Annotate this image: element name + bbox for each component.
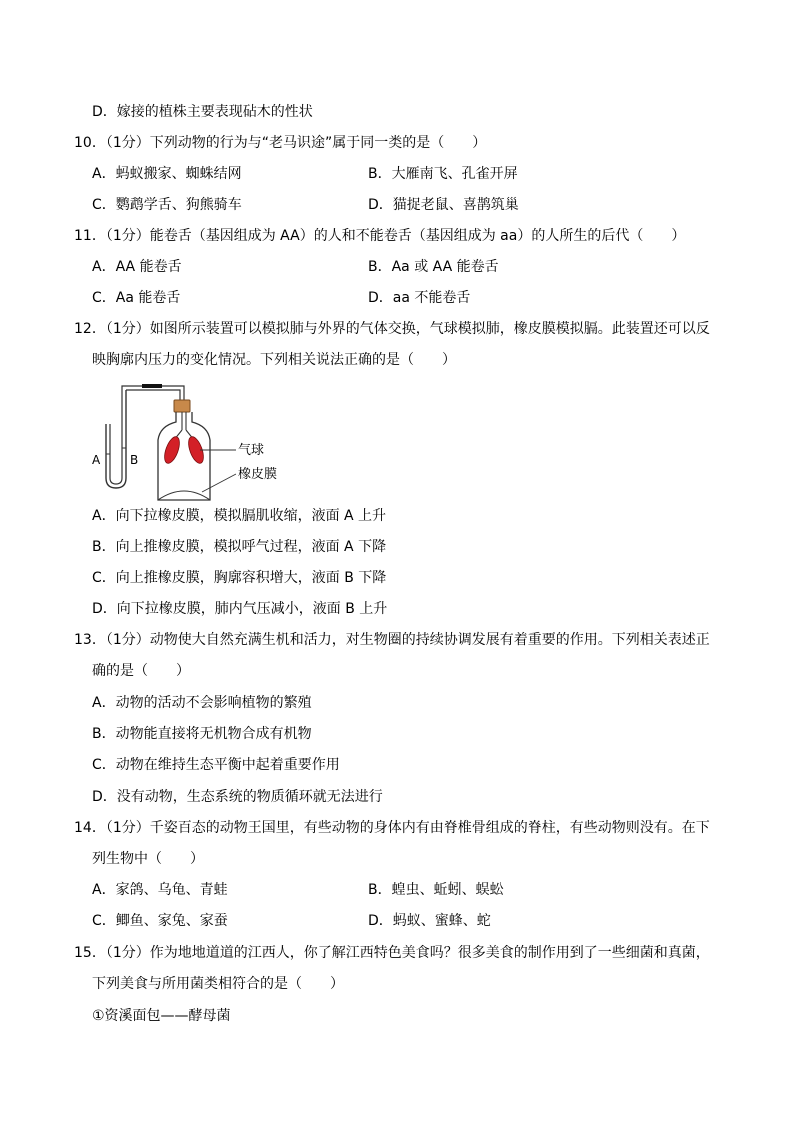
q11-option-d: D．aa 不能卷舌 xyxy=(368,290,471,306)
q12-option-c: C．向上推橡皮膜，胸廓容积增大，液面 B 下降 xyxy=(92,570,387,586)
connecting-tube xyxy=(122,386,184,400)
q11-option-c: C．Aa 能卷舌 xyxy=(92,290,181,306)
q12-stem-line1: 12．（1分）如图所示装置可以模拟肺与外界的气体交换，气球模拟肺，橡皮膜模拟膈。此装置还可以反 xyxy=(74,321,710,337)
q10-option-a: A．蚂蚁搬家、蜘蛛结网 xyxy=(92,166,242,182)
q14-stem-line1: 14．（1分）千姿百态的动物王国里，有些动物的身体内有由脊椎骨组成的脊柱，有些动物则没有。在下 xyxy=(74,820,710,836)
q14-option-b: B．蝗虫、蚯蚓、蜈蚣 xyxy=(368,882,504,898)
q15-stem-line2: 下列美食与所用菌类相符合的是（ ） xyxy=(92,976,344,992)
q9-option-d: D．嫁接的植株主要表现砧木的性状 xyxy=(92,104,313,120)
q10-option-d: D．猫捉老鼠、喜鹊筑巢 xyxy=(368,197,519,213)
q14-option-d: D．蚂蚁、蜜蜂、蛇 xyxy=(368,913,491,929)
label-a: A xyxy=(92,453,101,467)
q15-item-1: ①资溪面包——酵母菌 xyxy=(92,1008,231,1024)
q12-option-d: D．向下拉橡皮膜，肺内气压减小，液面 B 上升 xyxy=(92,601,388,617)
q13-option-a: A．动物的活动不会影响植物的繁殖 xyxy=(92,695,312,711)
membrane-pointer xyxy=(202,474,236,492)
label-b: B xyxy=(130,453,139,467)
lung-model-figure xyxy=(90,378,290,508)
q11-stem: 11．（1分）能卷舌（基因组成为 AA）的人和不能卷舌（基因组成为 aa）的人所生的后代（ ） xyxy=(74,228,686,244)
trachea xyxy=(174,412,194,440)
label-balloon: 气球 xyxy=(238,443,265,458)
q11-option-b: B．Aa 或 AA 能卷舌 xyxy=(368,259,499,275)
q13-option-b: B．动物能直接将无机物合成有机物 xyxy=(92,726,312,742)
q13-option-c: C．动物在维持生态平衡中起着重要作用 xyxy=(92,757,340,773)
u-tube-outer xyxy=(106,390,126,488)
q14-option-a: A．家鸽、乌龟、青蛙 xyxy=(92,882,228,898)
q14-option-c: C．鲫鱼、家兔、家蚕 xyxy=(92,913,228,929)
q15-stem-line1: 15．（1分）作为地地道道的江西人，你了解江西特色美食吗？很多美食的制作用到了一些细菌和真菌， xyxy=(74,945,710,961)
q12-option-a: A．向下拉橡皮膜，模拟膈肌收缩，液面 A 上升 xyxy=(92,508,387,524)
q12-option-b: B．向上推橡皮膜，模拟呼气过程，液面 A 下降 xyxy=(92,539,387,555)
balloon-left xyxy=(162,435,183,465)
q13-stem-line2: 确的是（ ） xyxy=(92,663,190,679)
q12-stem-line2: 映胸廓内压力的变化情况。下列相关说法正确的是（ ） xyxy=(92,352,456,368)
stopper xyxy=(174,400,190,412)
label-membrane: 橡皮膜 xyxy=(238,467,278,482)
q13-option-d: D．没有动物，生态系统的物质循环就无法进行 xyxy=(92,789,383,805)
u-tube-inner xyxy=(110,394,122,484)
q10-option-c: C．鹦鹉学舌、狗熊骑车 xyxy=(92,197,242,213)
q10-option-b: B．大雁南飞、孔雀开屏 xyxy=(368,166,518,182)
q14-stem-line2: 列生物中（ ） xyxy=(92,851,204,867)
q11-option-a: A．AA 能卷舌 xyxy=(92,259,182,275)
q10-stem: 10．（1分）下列动物的行为与“老马识途”属于同一类的是（ ） xyxy=(74,135,487,151)
q13-stem-line1: 13．（1分）动物使大自然充满生机和活力，对生物圈的持续协调发展有着重要的作用。下列相关表述正 xyxy=(74,632,710,648)
tube-clamp xyxy=(142,384,162,388)
